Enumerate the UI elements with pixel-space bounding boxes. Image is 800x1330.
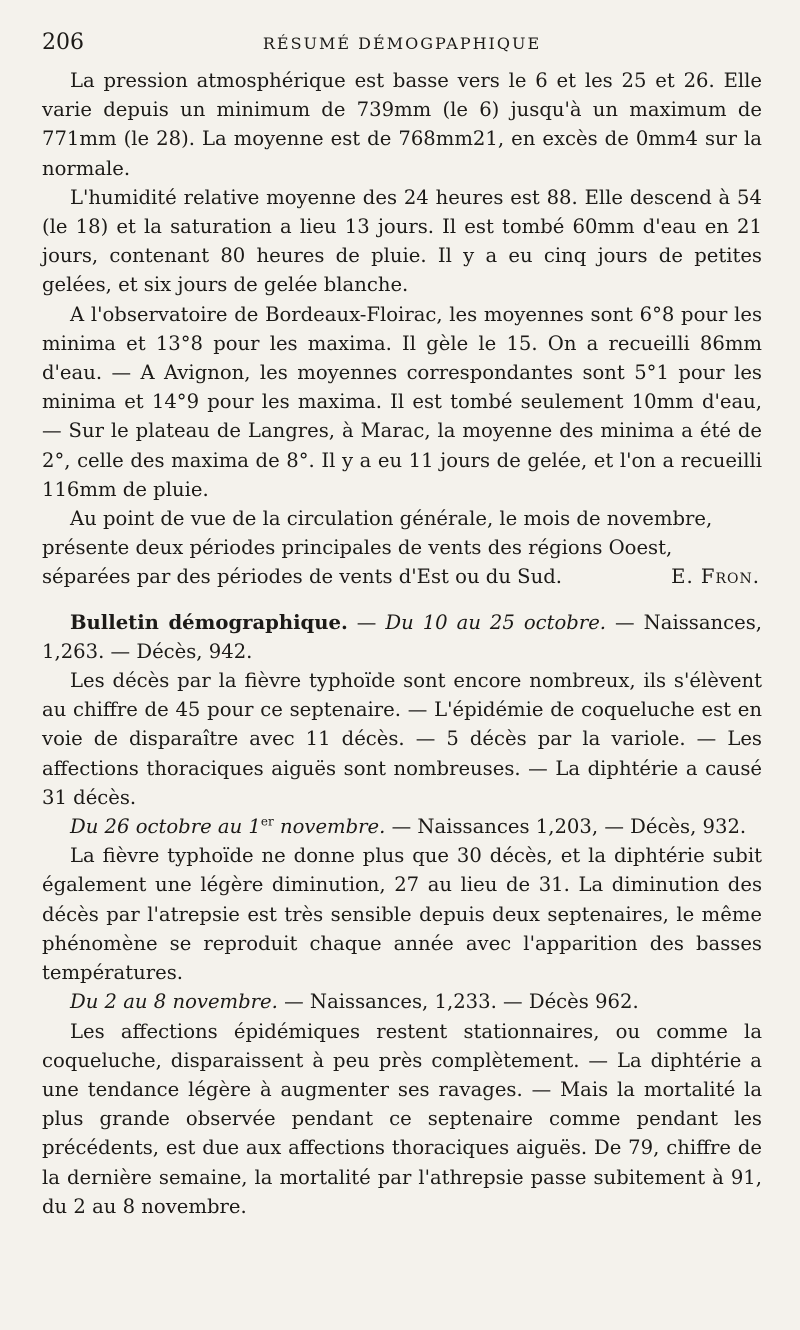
body-text [42, 66, 762, 1221]
period-2-dates-a: Du 26 octobre au 1 [70, 815, 261, 839]
period-2-sup: er [260, 814, 274, 829]
circulation-text: Au point de vue de la circulation générale, le mois de novembre, présente deux périodes principales de vents des régions Ooest, séparées par des périodes de vents d'Est ou du Sud. [42, 507, 713, 589]
paragraph-period-2: La fièvre typhoïde ne donne plus que 30 décès, et la diphtérie subit également une légère diminution, 27 au lieu de 31. La diminution des décès par l'atrepsie est très sensible depuis deux septenaires, le même phénomène se reproduit chaque année avec l'apparition des basses températures. [42, 844, 762, 985]
bulletin-dash: — [347, 610, 386, 634]
period-2-heading [42, 812, 762, 841]
author-signature: E. Fron. [671, 565, 760, 589]
paragraph-pressure: La pression atmosphérique est basse vers le 6 et les 25 et 26. Elle varie depuis un minimum de 739mm (le 6) jusqu'à un maximum de 771mm (le 28). La moyenne est de 768mm21, en excès de 0mm4 sur la normale. [42, 69, 762, 180]
running-title: RÉSUMÉ DÉMOGPAPHIQUE [262, 34, 542, 53]
period-2-dates-b: novembre. [273, 815, 386, 839]
running-head [42, 30, 762, 66]
period-3-heading [42, 987, 762, 1016]
bulletin-title: Bulletin démographique. [70, 610, 348, 634]
paragraph-observatories: A l'observatoire de Bordeaux-Floirac, les moyennes sont 6°8 pour les minima et 13°8 pour les maxima. Il gèle le 15. On a recueilli 86mm d'eau. — A Avignon, les moyennes correspondantes sont 5°1 pour les minima et 14°9 pour les maxima. Il est tombé seulement 10mm d'eau, — Sur le plateau de Langres, à Marac, la moyenne des minima a été de 2°, celle des maxima de 8°. Il y a eu 11 jours de gelée, et l'on a recueilli 116mm de pluie. [42, 302, 762, 501]
period-3-figures: — Naissances, 1,233. — Décès 962. [277, 990, 639, 1014]
section-gap [42, 592, 762, 608]
paragraph-circulation [42, 504, 762, 592]
period-2-figures: — Naissances 1,203, — Décès, 932. [385, 815, 747, 839]
period-1-dates: Du 10 au 25 octobre. [385, 610, 607, 634]
paragraph-period-1: Les décès par la fièvre typhoïde sont encore nombreux, ils s'élèvent au chiffre de 45 pour ce septenaire. — L'épidémie de coqueluche est en voie de disparaître avec 11 décès. — 5 décès par la variole. — Les affections thoraciques aiguës sont nombreuses. — La diphtérie a causé 31 décès. [42, 669, 762, 809]
period-3-dates: Du 2 au 8 novembre. [70, 990, 278, 1014]
bulletin-heading [42, 608, 762, 666]
paragraph-humidity: L'humidité relative moyenne des 24 heures est 88. Elle descend à 54 (le 18) et la saturation a lieu 13 jours. Il est tombé 60mm d'eau en 21 jours, contenant 80 heures de pluie. Il y a eu cinq jours de petites gelées, et six jours de gelée blanche. [42, 185, 762, 297]
paragraph-period-3: Les affections épidémiques restent stationnaires, ou comme la coqueluche, disparaissent à peu près complètement. — La diphtérie a une tendance légère à augmenter ses ravages. — Mais la mortalité la plus grande observée pendant ce septenaire comme pendant les précédents, est due aux affections thoraciques aiguës. De 79, chiffre de la dernière semaine, la mortalité par l'athrepsie passe subitement à 91, du 2 au 8 novembre. [42, 1019, 762, 1218]
page-number: 206 [42, 30, 84, 55]
period-1-figures: — Naissances, 1,263. — Décès, 942. [42, 610, 762, 663]
document-page [42, 30, 762, 1221]
